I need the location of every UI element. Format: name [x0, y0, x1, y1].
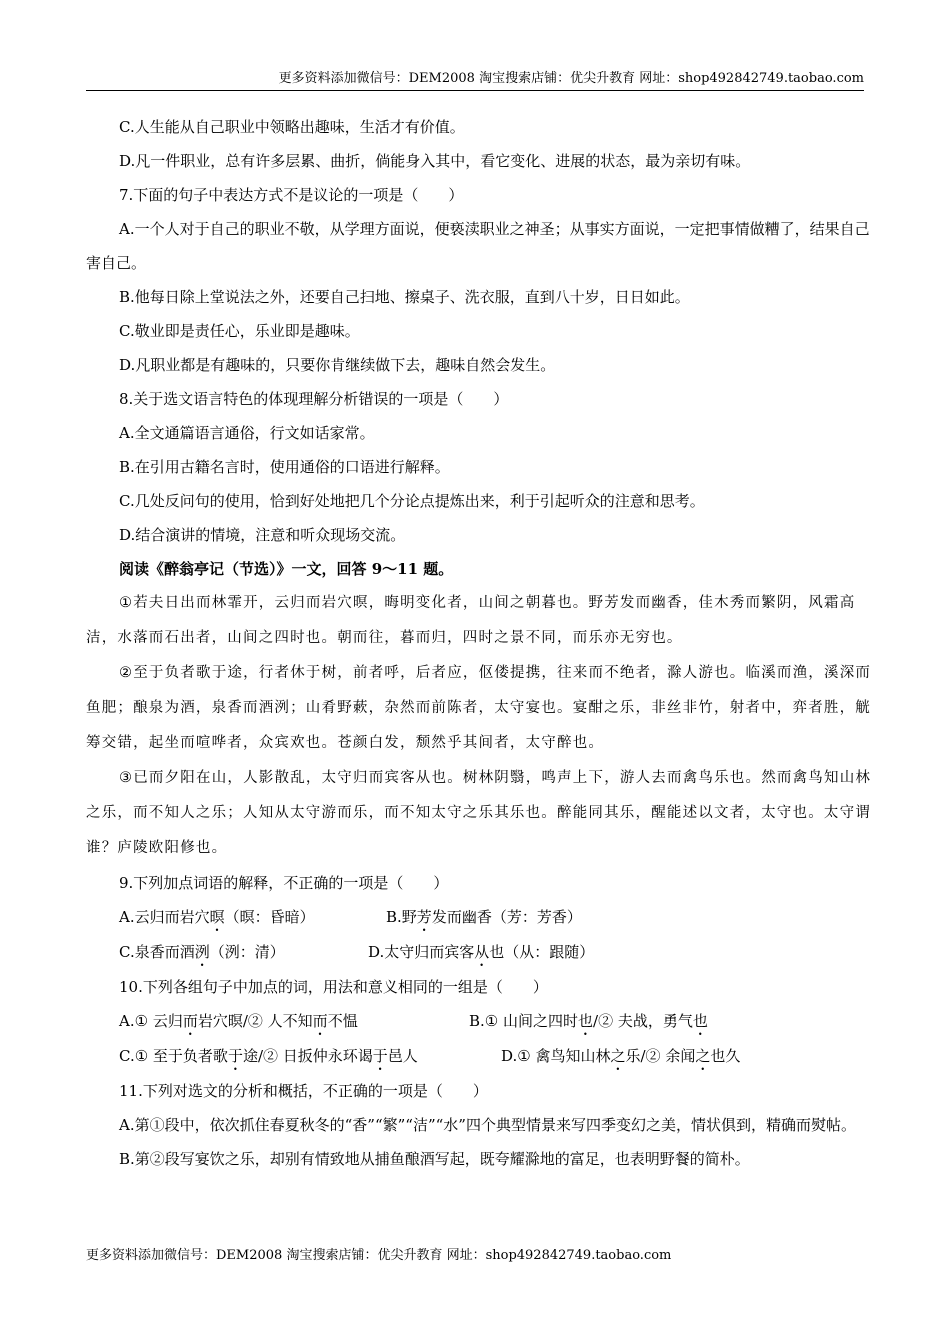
q10-option-b: B.① 山间之四时也/② 夫战，勇气也: [469, 1012, 708, 1030]
q9-stem: 9.下列加点词语的解释，不正确的一项是（ ）: [119, 874, 449, 892]
q8-option-a: A.全文通篇语言通俗，行文如话家常。: [119, 424, 375, 442]
q10-option-d: D.① 禽鸟知山林之乐/② 余闻之也久: [501, 1047, 741, 1065]
q8-option-b: B.在引用古籍名言时，使用通俗的口语进行解释。: [119, 458, 450, 476]
q8-option-c: C.几处反问句的使用，恰到好处地把几个分论点提炼出来，利于引起听众的注意和思考。: [119, 492, 705, 510]
reading-title: 阅读《醉翁亭记（节选）》一文，回答 9～11 题。: [119, 560, 454, 578]
page-content: [86, 110, 876, 1176]
q10-option-c: C.① 至于负者歌于途/② 日扳仲永环谒于邑人: [119, 1047, 418, 1065]
q6-option-d: D.凡一件职业，总有许多层累、曲折，倘能身入其中，看它变化、进展的状态，最为亲切有味。: [119, 152, 751, 170]
q10-options-row-1: [86, 1004, 876, 1039]
reading-paragraph-1: ①若夫日出而林霏开，云归而岩穴暝，晦明变化者，山间之朝暮也。野芳发而幽香，佳木秀而繁阴，风霜高洁，水落而石出者，山间之四时也。朝而往，暮而归，四时之景不同，而乐亦无穷也。: [86, 595, 856, 646]
emphasis-dot-word: 之: [695, 1047, 711, 1065]
emphasis-dot-word: 暝: [209, 908, 225, 926]
q7-option-c: C.敬业即是责任心，乐业即是趣味。: [119, 322, 360, 340]
q9-options-row-1: [86, 900, 876, 935]
q9-option-c: C.泉香而酒洌（洌：清）: [119, 943, 285, 961]
emphasis-dot-word: 洌: [194, 943, 210, 961]
emphasis-dot-word: 也: [578, 1012, 594, 1030]
q11-stem: 11.下列对选文的分析和概括，不正确的一项是（ ）: [119, 1082, 488, 1100]
q6-option-c: C.人生能从自己职业中领略出趣味，生活才有价值。: [119, 118, 465, 136]
emphasis-dot-word: 之: [610, 1047, 626, 1065]
q11-option-b: B.第②段写宴饮之乐，却别有情致地从捕鱼酿酒写起，既夸耀滁地的富足，也表明野餐的简朴。: [119, 1150, 750, 1168]
q9-option-b: B.野芳发而幽香（芳：芳香）: [386, 908, 582, 926]
q9-option-d: D.太守归而宾客从也（从：跟随）: [368, 943, 595, 961]
q11-option-a: A.第①段中，依次抓住春夏秋冬的“香”“繁”“洁”“水”四个典型情景来写四季变幻之美，情状俱到，精确而熨帖。: [119, 1116, 856, 1134]
q9-options-row-2: [86, 935, 876, 970]
q7-stem: 7.下面的句子中表达方式不是议论的一项是（ ）: [119, 186, 464, 204]
emphasis-dot-word: 于: [227, 1047, 243, 1065]
q10-options-row-2: [86, 1039, 876, 1074]
q10-option-a: A.① 云归而岩穴暝/② 人不知而不愠: [119, 1012, 358, 1030]
q7-option-a: A.一个人对于自己的职业不敬，从学理方面说，便亵渎职业之神圣；从事实方面说，一定把事情做糟了，结果自己害自己。: [86, 220, 870, 272]
q9-option-a: A.云归而岩穴暝（暝：昏暗）: [119, 908, 315, 926]
emphasis-dot-word: 而: [312, 1012, 328, 1030]
emphasis-dot-word: 芳: [416, 908, 432, 926]
q7-option-d: D.凡职业都是有趣味的，只要你肯继续做下去，趣味自然会发生。: [119, 356, 556, 374]
reading-paragraph-3: ③已而夕阳在山，人影散乱，太守归而宾客从也。树林阴翳，鸣声上下，游人去而禽鸟乐也。然而禽鸟知山林之乐，而不知人之乐；人知从太守游而乐，而不知太守之乐其乐也。醉能同其乐，醒能述以文者，太守也。太守谓谁？庐陵欧阳修也。: [86, 770, 872, 856]
emphasis-dot-word: 也: [692, 1012, 708, 1030]
emphasis-dot-word: 而: [182, 1012, 198, 1030]
q10-stem: 10.下列各组句子中加点的词，用法和意义相同的一组是（ ）: [119, 978, 548, 996]
emphasis-dot-word: 从: [474, 943, 490, 961]
emphasis-dot-word: 于: [372, 1047, 388, 1065]
reading-paragraph-2: ②至于负者歌于途，行者休于树，前者呼，后者应，伛偻提携，往来而不绝者，滁人游也。临溪而渔，溪深而鱼肥；酿泉为酒，泉香而酒洌；山肴野蔌，杂然而前陈者，太守宴也。宴酣之乐，非丝非竹，射者中，弈者胜，觥筹交错，起坐而喧哗者，众宾欢也。苍颜白发，颓然乎其间者，太守醉也。: [86, 665, 872, 751]
q8-stem: 8.关于选文语言特色的体现理解分析错误的一项是（ ）: [119, 390, 509, 408]
page-footer: 更多资料添加微信号：DEM2008 淘宝搜索店铺：优尖升教育 网址：shop492842749.taobao.com: [86, 1248, 672, 1263]
q7-option-b: B.他每日除上堂说法之外，还要自己扫地、擦桌子、洗衣服，直到八十岁，日日如此。: [119, 288, 690, 306]
page-header: 更多资料添加微信号：DEM2008 淘宝搜索店铺：优尖升教育 网址：shop492842749.taobao.com: [86, 70, 864, 91]
q8-option-d: D.结合演讲的情境，注意和听众现场交流。: [119, 526, 406, 544]
